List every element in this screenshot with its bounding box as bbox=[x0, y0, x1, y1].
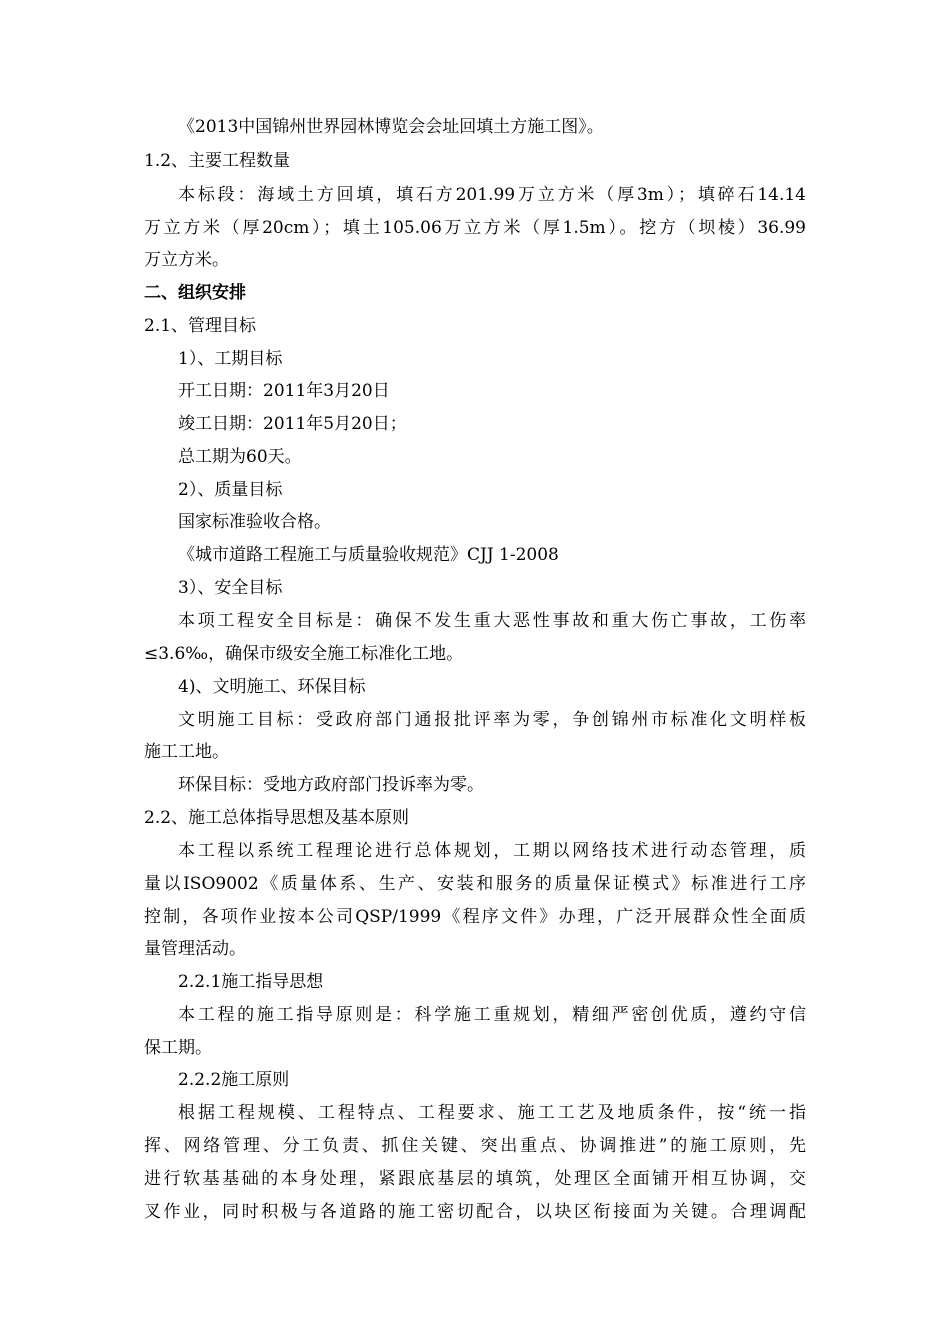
section-heading-2-2: 2.2、施工总体指导思想及基本原则 bbox=[144, 808, 410, 828]
paragraph-line: 本标段：海域土方回填，填石方201.99万立方米（厚3m）；填碎石14.14 bbox=[178, 185, 806, 205]
subheading-safety-goal: 3）、安全目标 bbox=[178, 578, 283, 598]
section-heading-2-1: 2.1、管理目标 bbox=[144, 316, 257, 336]
paragraph-line: 进行软基基础的本身处理，紧跟底基层的填筑，处理区全面铺开相互协调，交 bbox=[144, 1169, 806, 1189]
completion-date-line: 竣工日期：2011年5月20日； bbox=[178, 414, 407, 434]
paragraph-line: ≤3.6‰，确保市级安全施工标准化工地。 bbox=[144, 644, 464, 664]
paragraph-line: 量管理活动。 bbox=[144, 939, 246, 959]
subheading-quality-goal: 2）、质量目标 bbox=[178, 480, 283, 500]
paragraph-line: 量以ISO9002《质量体系、生产、安装和服务的质量保证模式》标准进行工序 bbox=[144, 874, 806, 894]
section-heading-1-2: 1.2、主要工程数量 bbox=[144, 151, 291, 171]
paragraph-line: 挥、网络管理、分工负责、抓住关键、突出重点、协调推进”的施工原则，先 bbox=[144, 1136, 806, 1156]
paragraph-line: 施工工地。 bbox=[144, 742, 229, 762]
start-date-line: 开工日期：2011年3月20日 bbox=[178, 381, 390, 401]
paragraph-line: 根据工程规模、工程特点、工程要求、施工工艺及地质条件，按“统一指 bbox=[178, 1103, 806, 1123]
standard-reference-line: 《城市道路工程施工与质量验收规范》CJJ 1-2008 bbox=[178, 545, 559, 565]
paragraph-line: 国家标准验收合格。 bbox=[178, 512, 331, 532]
subsection-heading-2-2-1: 2.2.1施工指导思想 bbox=[178, 972, 324, 992]
paragraph-line: 控制，各项作业按本公司QSP/1999《程序文件》办理，广泛开展群众性全面质 bbox=[144, 907, 806, 927]
subheading-schedule-goal: 1）、工期目标 bbox=[178, 349, 283, 369]
paragraph-line: 叉作业，同时积极与各道路的施工密切配合，以块区衔接面为关键。合理调配 bbox=[144, 1202, 806, 1222]
chapter-heading-2: 二、组织安排 bbox=[144, 283, 246, 303]
paragraph-line: 万立方米。 bbox=[144, 250, 229, 270]
paragraph-line: 本工程以系统工程理论进行总体规划，工期以网络技术进行动态管理，质 bbox=[178, 841, 806, 861]
subsection-heading-2-2-2: 2.2.2施工原则 bbox=[178, 1070, 290, 1090]
paragraph-line: 本工程的施工指导原则是：科学施工重规划，精细严密创优质，遵约守信 bbox=[178, 1005, 806, 1025]
paragraph-line: 万立方米（厚20cm）；填土105.06万立方米（厚1.5m）。挖方（坝棱）36.99 bbox=[144, 218, 806, 238]
paragraph-line: 文明施工目标：受政府部门通报批评率为零，争创锦州市标准化文明样板 bbox=[178, 710, 806, 730]
subheading-civilized-construction-goal: 4)、文明施工、环保目标 bbox=[178, 677, 366, 697]
reference-drawing-title: 《2013中国锦州世界园林博览会会址回填土方施工图》。 bbox=[178, 117, 604, 137]
total-duration-line: 总工期为60天。 bbox=[178, 447, 302, 467]
paragraph-line: 本项工程安全目标是：确保不发生重大恶性事故和重大伤亡事故，工伤率 bbox=[178, 611, 806, 631]
paragraph-line: 保工期。 bbox=[144, 1038, 212, 1058]
paragraph-line: 环保目标：受地方政府部门投诉率为零。 bbox=[178, 775, 484, 795]
